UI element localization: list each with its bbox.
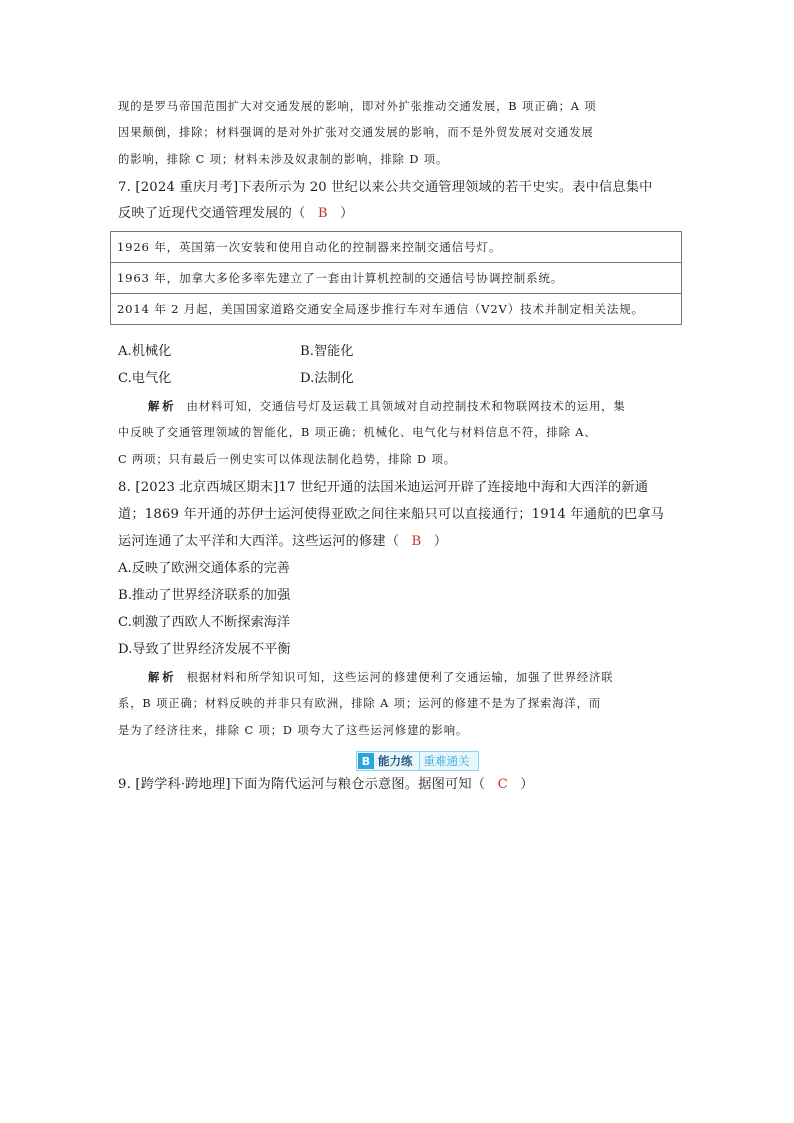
question-7-answer: B	[317, 206, 328, 221]
table-cell: 2014 年 2 月起，美国国家道路交通安全局逐步推行车对车通信（V2V）技术并制定相关法规。	[111, 294, 682, 325]
option-c: C.刺激了西欧人不断探索海洋	[118, 615, 291, 630]
table-row	[111, 294, 682, 325]
question-9-answer: C	[497, 777, 508, 792]
question-7-stem-end	[118, 204, 678, 224]
explanation-line	[118, 668, 678, 687]
option-b: B.推动了世界经济联系的加强	[118, 588, 291, 603]
question-8-stem-text: 运河连通了太平洋和大西洋。这些运河的修建（	[118, 534, 400, 549]
explanation-label: 解析	[148, 670, 177, 684]
question-9-stem	[118, 775, 678, 795]
option-c: C.电气化	[118, 371, 172, 386]
option-d: D.导致了世界经济发展不平衡	[118, 642, 291, 657]
explanation-line: C 两项；只有最后一例史实可以体现法制化趋势，排除 D 项。	[118, 453, 456, 466]
option-d: D.法制化	[300, 371, 354, 386]
table-row	[111, 232, 682, 263]
section-subtitle: 重难通关	[419, 752, 478, 770]
table-cell: 1926 年，英国第一次安装和使用自动化的控制器来控制交通信号灯。	[111, 232, 682, 263]
close-paren: ）	[340, 206, 354, 221]
question-8-answer: B	[411, 534, 422, 549]
explanation-line: 的影响，排除 C 项；材料未涉及奴隶制的影响，排除 D 项。	[118, 153, 449, 166]
section-banner	[356, 751, 479, 771]
close-paren: ）	[433, 534, 448, 549]
question-8-stem-end	[118, 532, 678, 552]
question-7-stem-text: 反映了近现代交通管理发展的（	[118, 206, 306, 221]
explanation-line: 因果颠倒，排除；材料强调的是对外扩张对交通发展的影响，而不是外贸发展对交通发展	[118, 126, 594, 139]
table-cell: 1963 年，加拿大多伦多率先建立了一套由计算机控制的交通信号协调控制系统。	[111, 263, 682, 294]
option-a: A.反映了欧洲交通体系的完善	[118, 561, 290, 576]
explanation-line	[118, 397, 678, 416]
explanation-text: 由材料可知，交通信号灯及运载工具领域对自动控制技术和物联网技术的运用，集	[186, 400, 626, 413]
section-title: 能力练	[378, 754, 413, 768]
option-b: B.智能化	[300, 344, 354, 359]
explanation-line: 现的是罗马帝国范围扩大对交通发展的影响，即对外扩张推动交通发展，B 项正确；A 项	[118, 100, 597, 113]
explanation-line: 是为了经济往来，排除 C 项；D 项夸大了这些运河修建的影响。	[118, 724, 469, 737]
section-letter-icon: B	[358, 753, 374, 769]
option-a: A.机械化	[118, 344, 172, 359]
history-facts-table	[110, 231, 682, 325]
question-7-stem: 7. [2024 重庆月考]下表所示为 20 世纪以来公共交通管理领域的若干史实。表中信息集中	[118, 180, 653, 195]
explanation-line: 中反映了交通管理领域的智能化，B 项正确；机械化、电气化与材料信息不符，排除 A、	[118, 426, 597, 439]
question-8-stem: 8. [2023 北京西城区期末]17 世纪开通的法国米迪运河开辟了连接地中海和大西洋的新通	[118, 480, 649, 495]
explanation-text: 根据材料和所学知识可知，这些运河的修建便利了交通运输，加强了世界经济联	[186, 671, 614, 684]
close-paren: ）	[520, 777, 534, 792]
question-9-stem-text: 9. [跨学科·跨地理]下面为隋代运河与粮仓示意图。据图可知（	[118, 777, 486, 792]
explanation-label: 解析	[148, 399, 177, 413]
question-8-stem: 道；1869 年开通的苏伊士运河使得亚欧之间往来船只可以直接通行；1914 年通航的巴拿马	[118, 507, 665, 522]
table-row	[111, 263, 682, 294]
explanation-line: 系，B 项正确；材料反映的并非只有欧洲，排除 A 项；运河的修建不是为了探索海洋，而	[118, 697, 602, 710]
